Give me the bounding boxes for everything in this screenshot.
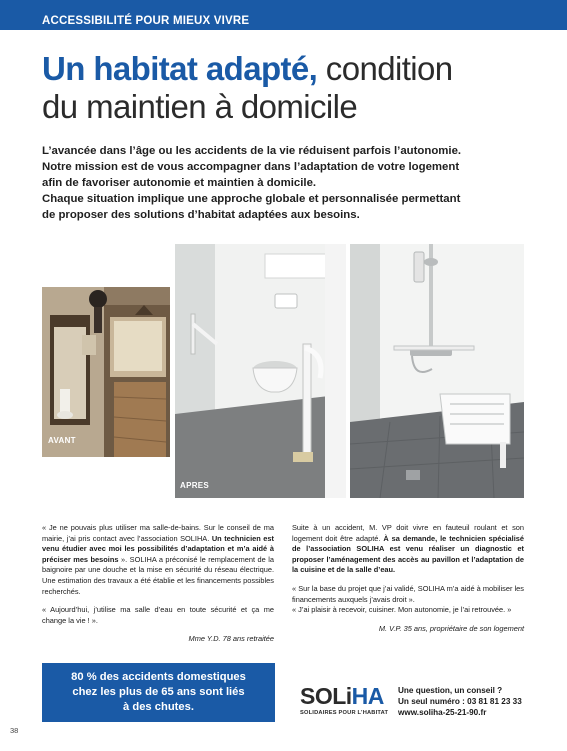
testimonial-right-quote-2: « J’ai plaisir à recevoir, cuisiner. Mon autonomie, je l’ai retrouvée. »	[292, 605, 512, 615]
contact-block	[398, 685, 522, 719]
logo-tagline: SOLIDAIRES POUR L’HABITAT	[300, 710, 389, 716]
contact-website[interactable]: www.soliha-25-21-90.fr	[398, 708, 487, 718]
callout-line: à des chutes.	[123, 701, 194, 714]
lead-line: L’avancée dans l’âge ou les accidents de la vie réduisent parfois l’autonomie.	[42, 145, 462, 157]
lead-line: afin de favoriser autonomie et maintien à domicile.	[42, 177, 317, 189]
testimonial-right-paragraph	[292, 523, 524, 576]
logo-wordmark	[300, 684, 384, 708]
text-run-bold: Un technicien est venu étudier avec moi les possibilités d’adaptation et m’a aidé à préciser mes besoins	[42, 533, 274, 564]
after-toilet-image	[175, 244, 346, 498]
photo-after-toilet	[175, 244, 346, 498]
before-bathroom-image	[42, 287, 170, 457]
testimonial-left-signature: Mme Y.D. 78 ans retraitée	[188, 634, 274, 644]
header-band	[0, 0, 567, 30]
title-line2: du maintien à domicile	[42, 88, 358, 125]
article-title	[42, 50, 542, 126]
title-part2: condition	[317, 50, 453, 87]
page-number: 38	[10, 726, 19, 735]
logo-word-dark: SOLi	[300, 683, 352, 709]
contact-question: Une question, un conseil ?	[398, 686, 503, 695]
photo-after-shower	[350, 244, 524, 498]
after-label: APRES	[180, 481, 210, 490]
after-shower-image	[350, 244, 524, 498]
testimonial-left	[42, 523, 274, 644]
text-run: ». SOLIHA a préconisé le remplacement de la baignoire par une douche et la mise en sécurité du réseau électrique. Une estimation des travaux a été établie et les financements possibles recherchés.	[42, 554, 275, 596]
text-run: « Je ne pouvais plus utiliser ma salle-de-bains. Sur le conseil de ma mairie, j’ai pris contact avec l’association SOLIHA.	[42, 523, 274, 543]
section-kicker: ACCESSIBILITÉ POUR MIEUX VIVRE	[42, 15, 250, 27]
testimonial-right-signature	[292, 624, 524, 634]
before-label: AVANT	[48, 436, 76, 445]
signature-detail: 35 ans, propriétaire de son logement	[401, 623, 524, 633]
lead-line: Notre mission est de vous accompagner dans l’adaptation de votre logement	[42, 161, 460, 173]
statistic-callout	[42, 663, 275, 722]
text-run: Suite à un accident, M. VP doit vivre en fauteuil roulant et son logement doit être adapté.	[292, 523, 524, 543]
testimonial-left-quote: « Aujourd’hui, j’utilise ma salle d’eau en toute sécurité et ça me change la vie ! ».	[42, 605, 274, 625]
lead-line: de proposer des solutions d’habitat adaptées aux besoins.	[42, 209, 360, 221]
title-highlight: Un habitat adapté,	[42, 50, 318, 87]
callout-line: chez les plus de 65 ans sont liés	[72, 686, 245, 699]
testimonial-right	[292, 523, 524, 634]
logo-word-blue: HA	[351, 683, 384, 709]
text-run-bold: À sa demande, le technicien spécialisé de l’association SOLIHA est venu réaliser un diagnostic et proposer l’aménagement des accès au pavillon et l’adaptation de la cuisine et de la salle d’eau.	[292, 533, 524, 575]
soliha-logo	[300, 684, 392, 720]
testimonial-left-paragraph	[42, 523, 274, 597]
lead-line: Chaque situation implique une approche globale et personnalisée permettant	[42, 193, 461, 205]
photo-before	[42, 287, 170, 457]
contact-phone: Un seul numéro : 03 81 81 23 33	[398, 697, 522, 707]
signature-name: M. V.P.	[378, 623, 402, 633]
testimonial-right-quote-1: « Sur la base du projet que j’ai validé, SOLIHA m’a aidé à mobiliser les financements auxquels j’avais droit ».	[292, 583, 524, 604]
lead-paragraph	[42, 143, 542, 223]
callout-line: 80 % des accidents domestiques	[71, 671, 246, 683]
